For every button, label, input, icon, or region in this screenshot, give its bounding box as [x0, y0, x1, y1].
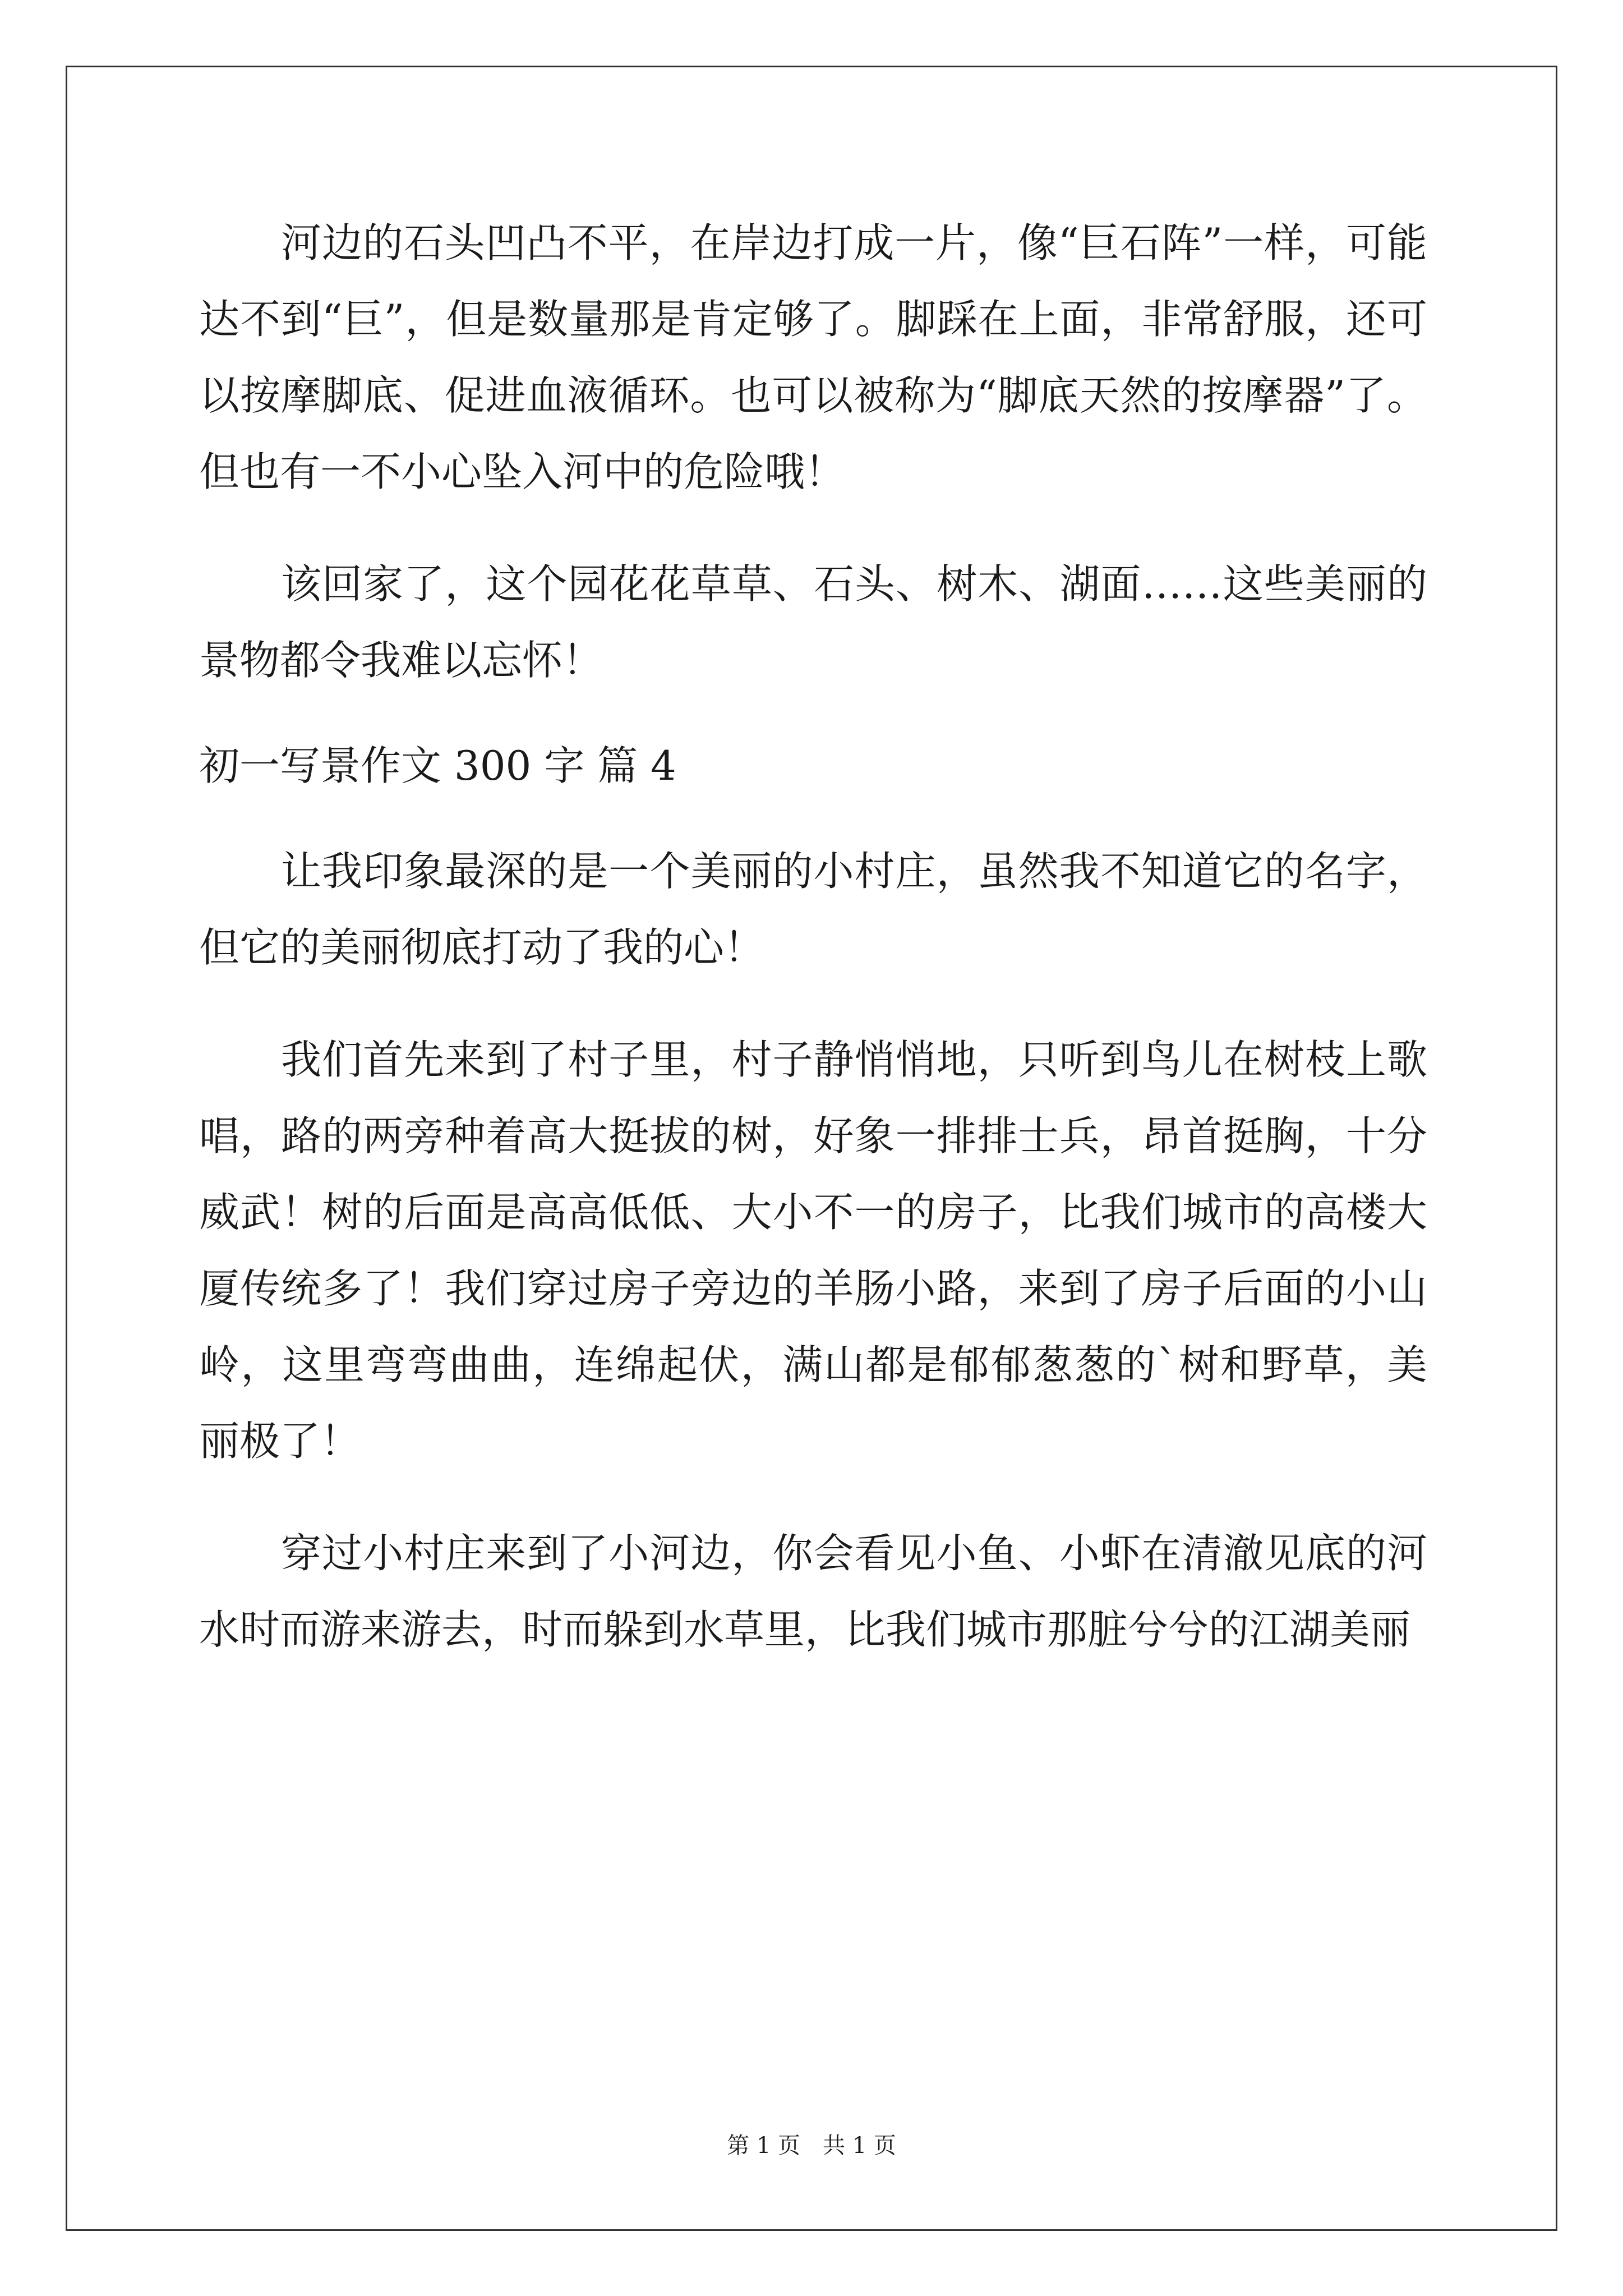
paragraph-village-walk: 我们首先来到了村子里，村子静悄悄地，只听到鸟儿在树枝上歌唱，路的两旁种着高大挺拔的树，好象一排排士兵，昂首挺胸，十分威武！树的后面是高高低低、大小不一的房子，比我们城市的高楼大厦传统多了！我们穿过房子旁边的羊肠小路，来到了房子后面的小山岭，这里弯弯曲曲，连绵起伏，满山都是郁郁葱葱的`树和野草，美丽极了！: [199, 1036, 1427, 1465]
section-heading: 初一写景作文 300 字 篇 4: [199, 742, 676, 789]
paragraph-river-side: 穿过小村庄来到了小河边，你会看见小鱼、小虾在清澈见底的河水时而游来游去，时而躲到水草里，比我们城市那脏兮兮的江湖美丽: [199, 1530, 1427, 1653]
document-body: [199, 205, 1427, 1704]
paragraph-river-stones: 河边的石头凹凸不平，在岸边打成一片，像“巨石阵”一样，可能达不到“巨”，但是数量那是肯定够了。脚踩在上面，非常舒服，还可以按摩脚底、促进血液循环。也可以被称为“脚底天然的按摩器”了。但也有一不小心坠入河中的危险哦！: [199, 219, 1427, 495]
paragraph-going-home: 该回家了，这个园花花草草、石头、树木、湖面……这些美丽的景物都令我难以忘怀！: [199, 560, 1427, 684]
page-footer: 第 1 页 共 1 页: [727, 2133, 896, 2159]
paragraph-village-intro: 让我印象最深的是一个美丽的小村庄，虽然我不知道它的名字，但它的美丽彻底打动了我的心！: [199, 848, 1427, 971]
